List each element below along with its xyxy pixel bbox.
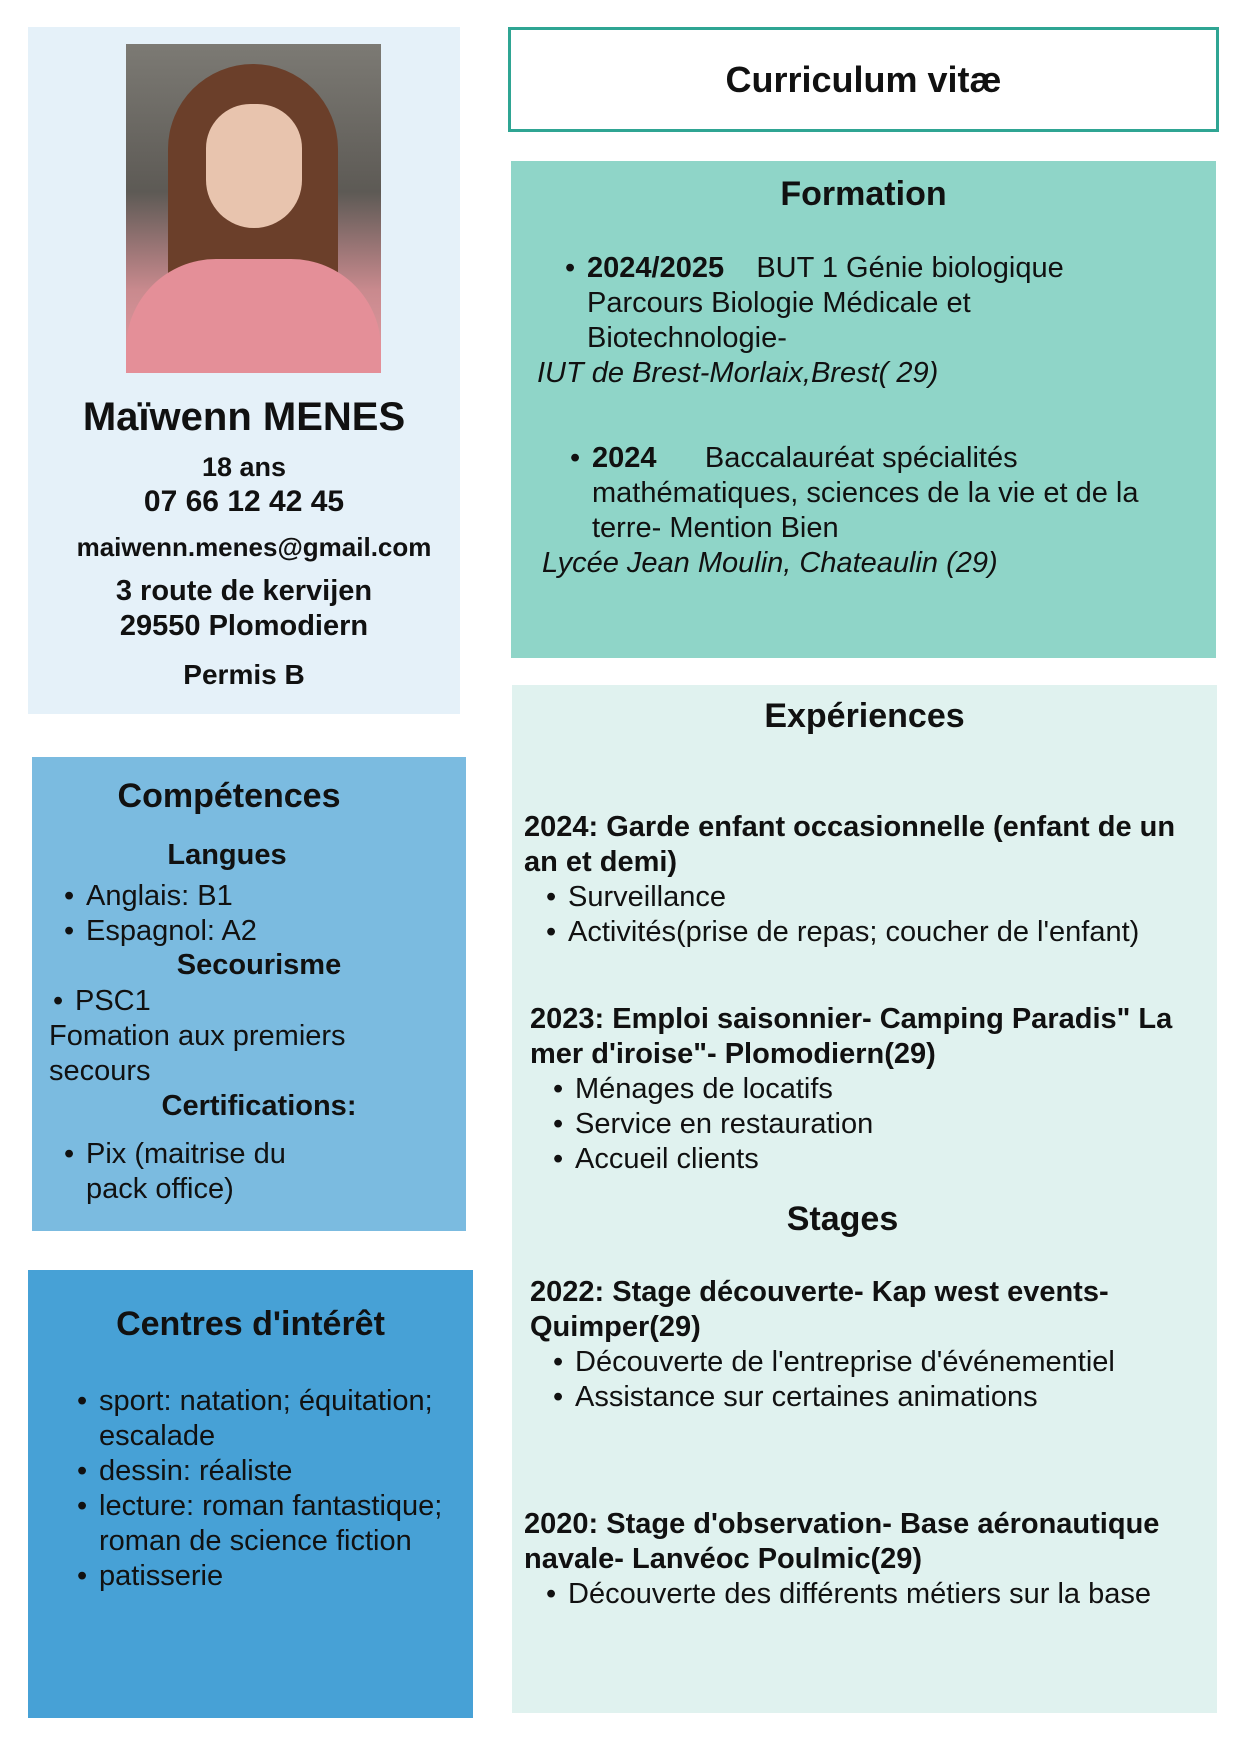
driving-license: Permis B	[183, 659, 305, 690]
stages-heading: Stages	[786, 1200, 899, 1238]
competences-heading: Compétences	[117, 777, 341, 815]
list-item: • Espagnol: A2	[60, 914, 257, 949]
age: 18 ans	[201, 452, 287, 482]
formation-entry	[537, 251, 1161, 391]
email: maiwenn.menes@gmail.com	[76, 532, 432, 562]
list-item: • dessin: réaliste	[73, 1454, 443, 1489]
list-item: • Accueil clients	[549, 1142, 1189, 1177]
stage-tasks	[542, 1577, 1182, 1612]
secourisme-heading: Secourisme	[176, 949, 342, 981]
list-item: • Service en restauration	[549, 1107, 1189, 1142]
list-item: • sport: natation; équitation; escalade	[73, 1384, 443, 1454]
person-name: Maïwenn MENES	[82, 395, 406, 439]
list-item: • patisserie	[73, 1559, 443, 1594]
list-item: • Anglais: B1	[60, 879, 257, 914]
formation-year: 2024/2025	[587, 252, 725, 284]
competences-section	[32, 757, 466, 1231]
langues-list	[60, 879, 257, 949]
certifications-heading: Certifications:	[161, 1090, 357, 1122]
address-line2: 29550 Plomodiern	[119, 610, 369, 642]
formation-heading: Formation	[780, 175, 947, 213]
stage-title: 2020: Stage d'observation- Base aéronautique navale- Lanvéoc Poulmic(29)	[524, 1508, 1160, 1575]
stage-title: 2022: Stage découverte- Kap west events- Quimper(29)	[530, 1276, 1109, 1343]
list-item: • Ménages de locatifs	[549, 1072, 1189, 1107]
list-item: • Activités(prise de repas; coucher de l'enfant)	[542, 915, 1182, 950]
formation-text: BUT 1 Génie biologique Parcours Biologie Médicale et Biotechnologie-	[587, 252, 1064, 354]
list-item: • lecture: roman fantastique; roman de science fiction	[73, 1489, 443, 1559]
interets-heading: Centres d'intérêt	[116, 1305, 385, 1343]
job-tasks	[542, 880, 1182, 950]
interets-section	[28, 1270, 473, 1718]
formation-section	[511, 161, 1216, 658]
langues-heading: Langues	[167, 839, 287, 871]
experiences-heading: Expériences	[764, 697, 965, 735]
list-item: • Découverte de l'entreprise d'événementiel	[549, 1345, 1149, 1380]
formation-year: 2024	[592, 442, 657, 474]
secourisme-list	[49, 984, 151, 1019]
page-title: Curriculum vitæ	[508, 27, 1219, 132]
list-item: • Découverte des différents métiers sur la base	[542, 1577, 1182, 1612]
phone: 07 66 12 42 45	[143, 485, 345, 518]
job-title: 2023: Emploi saisonnier- Camping Paradis" La mer d'iroise"- Plomodiern(29)	[530, 1003, 1173, 1070]
experiences-section	[512, 685, 1217, 1713]
secourisme-text: Fomation aux premiers secours	[49, 1020, 346, 1087]
list-item: • Assistance sur certaines animations	[549, 1380, 1149, 1415]
formation-school: IUT de Brest-Morlaix,Brest( 29)	[537, 357, 939, 389]
formation-entry	[542, 441, 1166, 581]
formation-school: Lycée Jean Moulin, Chateaulin (29)	[542, 547, 998, 579]
stage-tasks	[549, 1345, 1149, 1415]
list-item: • PSC1	[49, 984, 151, 1019]
interets-list	[73, 1384, 443, 1594]
profile-photo	[126, 44, 381, 373]
address-line1: 3 route de kervijen	[115, 575, 373, 607]
certifications-list	[60, 1137, 290, 1207]
job-tasks	[549, 1072, 1189, 1177]
job-title: 2024: Garde enfant occasionnelle (enfant de un an et demi)	[524, 811, 1176, 878]
list-item: • Surveillance	[542, 880, 1182, 915]
profile-panel	[28, 27, 460, 714]
formation-text: Baccalauréat spécialités mathématiques, sciences de la vie et de la terre- Mention Bien	[592, 442, 1139, 544]
list-item: • Pix (maitrise du pack office)	[60, 1137, 290, 1207]
